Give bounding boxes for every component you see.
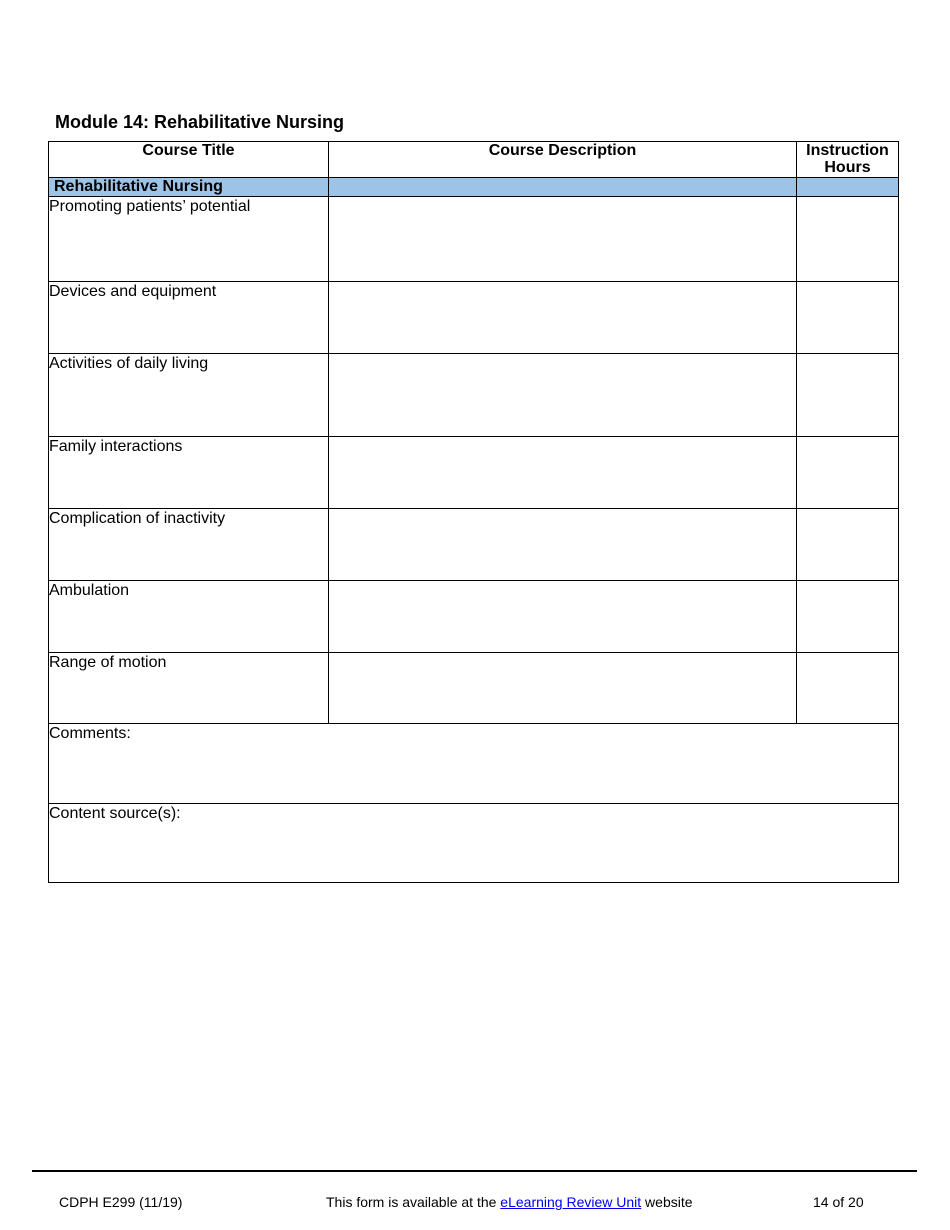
content-sources-row	[49, 804, 899, 883]
instruction-hours-cell[interactable]	[797, 197, 899, 282]
table-row	[49, 509, 899, 581]
page-number: 14 of 20	[813, 1194, 864, 1210]
course-title-cell: Complication of inactivity	[49, 509, 329, 581]
header-instruction-hours	[797, 142, 899, 178]
instruction-hours-cell[interactable]	[797, 509, 899, 581]
course-title-cell: Family interactions	[49, 437, 329, 509]
course-description-cell[interactable]	[329, 197, 797, 282]
table-row	[49, 197, 899, 282]
comments-label: Comments:	[49, 725, 131, 742]
section-blank-description	[329, 178, 797, 197]
module-title: Module 14: Rehabilitative Nursing	[55, 112, 345, 132]
table-row	[49, 653, 899, 724]
header-row	[49, 142, 899, 178]
section-heading: Rehabilitative Nursing	[49, 178, 329, 197]
header-course-description: Course Description	[329, 142, 797, 178]
table-row	[49, 581, 899, 653]
header-instruction-hours-line1: Instruction	[806, 142, 889, 159]
course-description-cell[interactable]	[329, 653, 797, 724]
header-instruction-hours-line2: Hours	[824, 159, 871, 176]
course-table	[48, 141, 899, 883]
table-row	[49, 437, 899, 509]
course-description-cell[interactable]	[329, 282, 797, 354]
instruction-hours-cell[interactable]	[797, 437, 899, 509]
course-description-cell[interactable]	[329, 581, 797, 653]
instruction-hours-cell[interactable]	[797, 354, 899, 437]
section-row	[49, 178, 899, 197]
comments-cell[interactable]	[49, 724, 899, 804]
availability-note	[326, 1194, 693, 1210]
course-title-cell: Devices and equipment	[49, 282, 329, 354]
elearning-review-unit-link[interactable]: eLearning Review Unit	[500, 1194, 642, 1210]
comments-row	[49, 724, 899, 804]
section-blank-hours	[797, 178, 899, 197]
table-row	[49, 354, 899, 437]
content-sources-cell[interactable]	[49, 804, 899, 883]
course-title-cell: Range of motion	[49, 653, 329, 724]
instruction-hours-cell[interactable]	[797, 653, 899, 724]
availability-prefix: This form is available at the	[326, 1194, 501, 1210]
course-title-cell: Ambulation	[49, 581, 329, 653]
table-row	[49, 282, 899, 354]
form-id: CDPH E299 (11/19)	[59, 1194, 183, 1210]
instruction-hours-cell[interactable]	[797, 581, 899, 653]
course-description-cell[interactable]	[329, 509, 797, 581]
course-title-cell: Promoting patients’ potential	[49, 197, 329, 282]
availability-suffix: website	[641, 1194, 693, 1210]
course-description-cell[interactable]	[329, 354, 797, 437]
course-description-cell[interactable]	[329, 437, 797, 509]
course-title-cell: Activities of daily living	[49, 354, 329, 437]
instruction-hours-cell[interactable]	[797, 282, 899, 354]
footer-divider	[32, 1170, 917, 1172]
header-course-title: Course Title	[49, 142, 329, 178]
content-sources-label: Content source(s):	[49, 805, 181, 822]
